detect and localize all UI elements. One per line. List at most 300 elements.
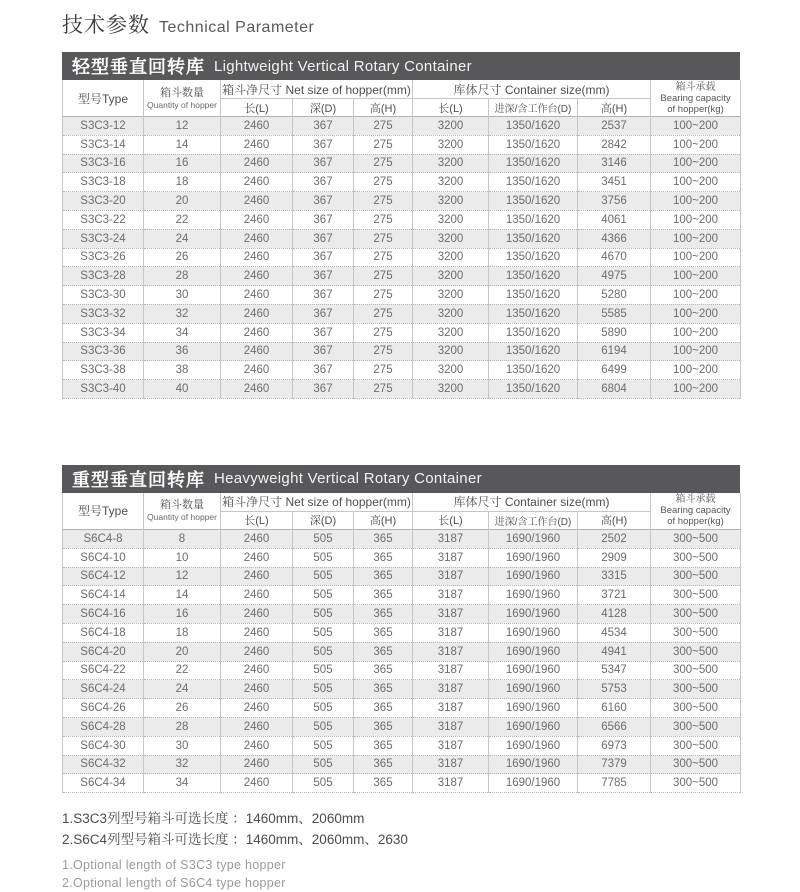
table-cell: 3200 [413, 229, 489, 248]
table-cell: 300~500 [651, 661, 741, 680]
note-en-1: 1.Optional length of S3C3 type hopper [62, 858, 286, 873]
table-cell: 3200 [413, 361, 489, 380]
table-row [63, 661, 741, 680]
table-cell: 32 [144, 755, 221, 774]
table-cell: 365 [354, 605, 413, 624]
table-cell: 365 [354, 774, 413, 793]
table-row [63, 192, 741, 211]
table-cell: 14 [144, 135, 221, 154]
col-header-hopper-length: 长(L) [221, 99, 293, 117]
table-cell: 505 [293, 699, 354, 718]
table-cell: 365 [354, 548, 413, 567]
table-row [63, 623, 741, 642]
table-cell: 1690/1960 [489, 605, 578, 624]
spec-table-heavyweight [62, 493, 741, 793]
table-cell: 275 [354, 267, 413, 286]
table-cell: 2460 [221, 774, 293, 793]
table-cell: 2460 [221, 210, 293, 229]
note-zh-1: 1.S3C3列型号箱斗可选长度 ：1460mm、2060mm [62, 811, 365, 827]
table-cell: 3200 [413, 304, 489, 323]
table-cell: 2460 [221, 548, 293, 567]
table-row [63, 755, 741, 774]
table-cell: 367 [293, 380, 354, 399]
table-cell: 1350/1620 [489, 117, 578, 136]
col-header-quantity-zh: 箱斗数量 [160, 499, 204, 512]
table-cell: S3C3-14 [63, 135, 144, 154]
table-cell: 2460 [221, 529, 293, 548]
col-header-hopper-length: 长(L) [221, 511, 293, 529]
table-cell: 4061 [578, 210, 651, 229]
table-cell: 505 [293, 774, 354, 793]
table-cell: S6C4-26 [63, 699, 144, 718]
col-header-type: 型号Type [63, 493, 144, 530]
table-cell: 2460 [221, 286, 293, 305]
table-cell: 8 [144, 529, 221, 548]
col-group-container-size: 库体尺寸 Container size(mm) [413, 493, 651, 512]
table-cell: 100~200 [651, 286, 741, 305]
col-header-container-depth: 进深/含工作台(D) [489, 511, 578, 529]
table-cell: 3187 [413, 774, 489, 793]
table-cell: S3C3-32 [63, 304, 144, 323]
section-lightweight [62, 52, 740, 399]
col-header-quantity [144, 80, 221, 117]
table-cell: 6160 [578, 699, 651, 718]
table-cell: 367 [293, 210, 354, 229]
page-title-en: Technical Parameter [159, 19, 315, 36]
table-row [63, 361, 741, 380]
table-cell: 1690/1960 [489, 755, 578, 774]
table-cell: 505 [293, 755, 354, 774]
table-cell: 5585 [578, 304, 651, 323]
table-cell: 20 [144, 192, 221, 211]
col-header-quantity-zh: 箱斗数量 [160, 86, 204, 99]
table-cell: 365 [354, 699, 413, 718]
table-row [63, 286, 741, 305]
table-cell: 4128 [578, 605, 651, 624]
table-cell: 1690/1960 [489, 529, 578, 548]
table-cell: 34 [144, 323, 221, 342]
table-cell: 275 [354, 229, 413, 248]
table-cell: 1690/1960 [489, 642, 578, 661]
table-cell: 505 [293, 642, 354, 661]
table-cell: 365 [354, 642, 413, 661]
table-cell: 20 [144, 642, 221, 661]
table-cell: 3187 [413, 586, 489, 605]
section-title-en: Heavyweight Vertical Rotary Container [214, 470, 482, 488]
table-cell: 3187 [413, 548, 489, 567]
table-cell: 100~200 [651, 229, 741, 248]
table-row [63, 586, 741, 605]
table-cell: 16 [144, 154, 221, 173]
table-cell: 2460 [221, 586, 293, 605]
table-cell: S3C3-40 [63, 380, 144, 399]
table-cell: 1350/1620 [489, 342, 578, 361]
table-cell: S6C4-12 [63, 567, 144, 586]
table-cell: 300~500 [651, 623, 741, 642]
table-cell: 38 [144, 361, 221, 380]
col-header-container-height: 高(H) [578, 511, 651, 529]
table-row [63, 135, 741, 154]
table-cell: S3C3-26 [63, 248, 144, 267]
table-cell: 1690/1960 [489, 736, 578, 755]
table-cell: 100~200 [651, 192, 741, 211]
page-title-zh: 技术参数 [62, 14, 150, 37]
table-cell: 275 [354, 135, 413, 154]
table-cell: 18 [144, 623, 221, 642]
table-cell: 12 [144, 117, 221, 136]
table-cell: 300~500 [651, 529, 741, 548]
table-cell: S6C4-14 [63, 586, 144, 605]
table-cell: 2537 [578, 117, 651, 136]
table-cell: 3200 [413, 286, 489, 305]
col-header-quantity-en: Quantity of hopper [147, 99, 217, 110]
table-cell: 2460 [221, 342, 293, 361]
table-cell: S3C3-28 [63, 267, 144, 286]
table-cell: 100~200 [651, 117, 741, 136]
table-cell: 28 [144, 717, 221, 736]
table-cell: 2502 [578, 529, 651, 548]
table-cell: 2460 [221, 699, 293, 718]
table-row [63, 642, 741, 661]
table-cell: 3187 [413, 717, 489, 736]
table-cell: 100~200 [651, 323, 741, 342]
table-cell: 1350/1620 [489, 380, 578, 399]
table-cell: 1350/1620 [489, 135, 578, 154]
table-cell: 505 [293, 736, 354, 755]
col-group-hopper-size: 箱斗净尺寸 Net size of hopper(mm) [221, 493, 413, 512]
table-row [63, 774, 741, 793]
table-cell: 2460 [221, 736, 293, 755]
table-cell: 275 [354, 192, 413, 211]
table-row [63, 248, 741, 267]
table-cell: 14 [144, 586, 221, 605]
table-cell: 1690/1960 [489, 699, 578, 718]
table-cell: 2842 [578, 135, 651, 154]
table-cell: S6C4-18 [63, 623, 144, 642]
table-cell: 2460 [221, 323, 293, 342]
table-cell: 3200 [413, 323, 489, 342]
table-cell: S6C4-8 [63, 529, 144, 548]
table-cell: 365 [354, 661, 413, 680]
table-cell: 365 [354, 529, 413, 548]
table-cell: 2460 [221, 605, 293, 624]
table-cell: 4366 [578, 229, 651, 248]
table-cell: 275 [354, 361, 413, 380]
table-cell: 3187 [413, 699, 489, 718]
table-cell: 365 [354, 717, 413, 736]
table-cell: 7785 [578, 774, 651, 793]
table-cell: S6C4-28 [63, 717, 144, 736]
table-header [63, 80, 741, 117]
section-title-zh: 重型垂直回转库 [72, 469, 205, 490]
table-row [63, 699, 741, 718]
table-cell: 1350/1620 [489, 361, 578, 380]
table-row [63, 154, 741, 173]
notes-chinese [62, 808, 740, 850]
col-header-bearing [651, 493, 741, 530]
table-cell: 365 [354, 680, 413, 699]
table-row [63, 567, 741, 586]
table-cell: 300~500 [651, 755, 741, 774]
table-cell: 300~500 [651, 699, 741, 718]
col-header-quantity [144, 493, 221, 530]
col-header-container-length: 长(L) [413, 99, 489, 117]
table-row [63, 548, 741, 567]
col-header-container-length: 长(L) [413, 511, 489, 529]
table-cell: 4941 [578, 642, 651, 661]
col-header-hopper-height: 高(H) [354, 99, 413, 117]
table-cell: 3200 [413, 342, 489, 361]
table-cell: 275 [354, 304, 413, 323]
table-cell: 2460 [221, 229, 293, 248]
table-cell: 275 [354, 248, 413, 267]
table-cell: 10 [144, 548, 221, 567]
col-header-bearing-zh: 箱斗承载 [675, 494, 716, 506]
table-cell: 3200 [413, 117, 489, 136]
table-cell: 300~500 [651, 774, 741, 793]
table-cell: 100~200 [651, 248, 741, 267]
table-cell: 367 [293, 229, 354, 248]
table-cell: 3315 [578, 567, 651, 586]
table-cell: 367 [293, 135, 354, 154]
table-cell: 1350/1620 [489, 248, 578, 267]
table-cell: 100~200 [651, 380, 741, 399]
col-header-hopper-depth: 深(D) [293, 511, 354, 529]
table-cell: S6C4-16 [63, 605, 144, 624]
table-cell: 3146 [578, 154, 651, 173]
page-content [62, 0, 740, 892]
table-cell: 275 [354, 323, 413, 342]
table-cell: 505 [293, 680, 354, 699]
table-cell: 367 [293, 323, 354, 342]
table-cell: 1350/1620 [489, 304, 578, 323]
table-cell: 2460 [221, 248, 293, 267]
table-cell: 4975 [578, 267, 651, 286]
table-cell: 5347 [578, 661, 651, 680]
table-cell: 1690/1960 [489, 717, 578, 736]
table-cell: 1690/1960 [489, 586, 578, 605]
table-cell: S3C3-20 [63, 192, 144, 211]
table-cell: 367 [293, 286, 354, 305]
table-cell: 100~200 [651, 304, 741, 323]
table-cell: 30 [144, 286, 221, 305]
table-cell: S3C3-16 [63, 154, 144, 173]
table-cell: 3200 [413, 248, 489, 267]
table-cell: 22 [144, 661, 221, 680]
table-row [63, 173, 741, 192]
table-cell: 2460 [221, 680, 293, 699]
table-cell: 1690/1960 [489, 567, 578, 586]
section-title-en: Lightweight Vertical Rotary Container [214, 57, 472, 75]
table-cell: 3200 [413, 135, 489, 154]
note-en-2: 2.Optional length of S6C4 type hopper [62, 876, 286, 891]
section-title-zh: 轻型垂直回转库 [72, 57, 205, 77]
table-cell: 300~500 [651, 567, 741, 586]
table-cell: 1350/1620 [489, 323, 578, 342]
col-header-bearing-en1: Bearing capacity [660, 92, 731, 104]
table-cell: 6194 [578, 342, 651, 361]
table-cell: 100~200 [651, 342, 741, 361]
table-cell: 367 [293, 173, 354, 192]
table-row [63, 605, 741, 624]
table-cell: 505 [293, 529, 354, 548]
table-cell: 367 [293, 154, 354, 173]
table-cell: 3187 [413, 755, 489, 774]
col-header-bearing-en2: of hopper(kg) [667, 516, 724, 528]
table-cell: 26 [144, 699, 221, 718]
table-cell: 4670 [578, 248, 651, 267]
table-cell: 300~500 [651, 548, 741, 567]
table-cell: 505 [293, 586, 354, 605]
table-cell: 1350/1620 [489, 210, 578, 229]
col-group-container-size: 库体尺寸 Container size(mm) [413, 80, 651, 99]
table-cell: 100~200 [651, 135, 741, 154]
table-cell: 2460 [221, 642, 293, 661]
table-cell: 1350/1620 [489, 192, 578, 211]
table-cell: S3C3-38 [63, 361, 144, 380]
spec-table-lightweight [62, 80, 741, 399]
table-cell: 1350/1620 [489, 173, 578, 192]
table-cell: 1350/1620 [489, 267, 578, 286]
table-cell: 3187 [413, 736, 489, 755]
table-row [63, 736, 741, 755]
table-cell: 100~200 [651, 173, 741, 192]
table-cell: S6C4-22 [63, 661, 144, 680]
table-cell: S6C4-10 [63, 548, 144, 567]
table-cell: 300~500 [651, 717, 741, 736]
table-cell: 365 [354, 736, 413, 755]
table-cell: 5753 [578, 680, 651, 699]
table-cell: 1350/1620 [489, 154, 578, 173]
table-cell: 1690/1960 [489, 661, 578, 680]
table-cell: 367 [293, 117, 354, 136]
col-header-quantity-en: Quantity of hopper [147, 512, 217, 523]
table-cell: S3C3-22 [63, 210, 144, 229]
table-cell: S3C3-34 [63, 323, 144, 342]
table-cell: 3187 [413, 605, 489, 624]
table-cell: 3200 [413, 154, 489, 173]
table-cell: S6C4-30 [63, 736, 144, 755]
table-row [63, 717, 741, 736]
table-cell: 16 [144, 605, 221, 624]
table-cell: 2460 [221, 267, 293, 286]
table-cell: 275 [354, 380, 413, 399]
table-cell: 24 [144, 229, 221, 248]
table-cell: 1690/1960 [489, 623, 578, 642]
table-cell: 2460 [221, 380, 293, 399]
table-cell: 5890 [578, 323, 651, 342]
table-cell: 3721 [578, 586, 651, 605]
table-cell: 367 [293, 248, 354, 267]
table-cell: 300~500 [651, 736, 741, 755]
table-row [63, 342, 741, 361]
table-cell: S3C3-18 [63, 173, 144, 192]
col-header-bearing [651, 80, 741, 117]
table-cell: 505 [293, 605, 354, 624]
table-cell: 275 [354, 342, 413, 361]
table-header [63, 493, 741, 530]
col-header-hopper-depth: 深(D) [293, 99, 354, 117]
table-cell: 6499 [578, 361, 651, 380]
table-cell: 275 [354, 154, 413, 173]
table-cell: 1690/1960 [489, 680, 578, 699]
table-cell: 275 [354, 173, 413, 192]
table-row [63, 529, 741, 548]
table-cell: 6566 [578, 717, 651, 736]
table-cell: 12 [144, 567, 221, 586]
table-cell: 367 [293, 361, 354, 380]
table-cell: 300~500 [651, 642, 741, 661]
table-cell: S6C4-20 [63, 642, 144, 661]
table-cell: 100~200 [651, 267, 741, 286]
table-cell: 3200 [413, 192, 489, 211]
page-title [62, 0, 740, 39]
table-row [63, 267, 741, 286]
table-cell: 6804 [578, 380, 651, 399]
table-cell: 26 [144, 248, 221, 267]
table-cell: 367 [293, 304, 354, 323]
col-header-container-depth: 进深/含工作台(D) [489, 99, 578, 117]
table-cell: 30 [144, 736, 221, 755]
table-cell: 1690/1960 [489, 548, 578, 567]
section-title-bar-lightweight [62, 52, 740, 80]
notes-english [62, 856, 740, 892]
table-cell: S3C3-36 [63, 342, 144, 361]
table-cell: 300~500 [651, 605, 741, 624]
table-cell: S3C3-30 [63, 286, 144, 305]
table-cell: 3200 [413, 267, 489, 286]
table-cell: S3C3-12 [63, 117, 144, 136]
col-header-bearing-en1: Bearing capacity [660, 505, 731, 517]
table-cell: 2460 [221, 623, 293, 642]
table-row [63, 680, 741, 699]
col-header-hopper-height: 高(H) [354, 511, 413, 529]
table-cell: 1350/1620 [489, 286, 578, 305]
table-cell: 4534 [578, 623, 651, 642]
col-header-type: 型号Type [63, 80, 144, 117]
table-cell: S6C4-24 [63, 680, 144, 699]
table-cell: 22 [144, 210, 221, 229]
table-cell: 300~500 [651, 680, 741, 699]
table-cell: 3187 [413, 680, 489, 699]
table-cell: 2460 [221, 135, 293, 154]
table-cell: 100~200 [651, 154, 741, 173]
table-cell: 365 [354, 586, 413, 605]
note-zh-2: 2.S6C4列型号箱斗可选长度 ：1460mm、2060mm、2630 [62, 832, 408, 848]
col-header-bearing-en2: of hopper(kg) [667, 103, 724, 115]
table-cell: 28 [144, 267, 221, 286]
table-cell: 1690/1960 [489, 774, 578, 793]
table-cell: 2460 [221, 755, 293, 774]
table-row [63, 229, 741, 248]
table-cell: 100~200 [651, 210, 741, 229]
col-header-container-height: 高(H) [578, 99, 651, 117]
section-heavyweight [62, 465, 740, 793]
table-cell: S3C3-24 [63, 229, 144, 248]
table-cell: 36 [144, 342, 221, 361]
table-cell: 365 [354, 567, 413, 586]
table-cell: S6C4-32 [63, 755, 144, 774]
table-cell: 505 [293, 567, 354, 586]
table-row [63, 117, 741, 136]
table-cell: 3187 [413, 642, 489, 661]
table-cell: 505 [293, 717, 354, 736]
table-cell: 3200 [413, 173, 489, 192]
table-cell: 1350/1620 [489, 229, 578, 248]
table-cell: 3200 [413, 210, 489, 229]
table-cell: 3756 [578, 192, 651, 211]
table-cell: 3187 [413, 567, 489, 586]
